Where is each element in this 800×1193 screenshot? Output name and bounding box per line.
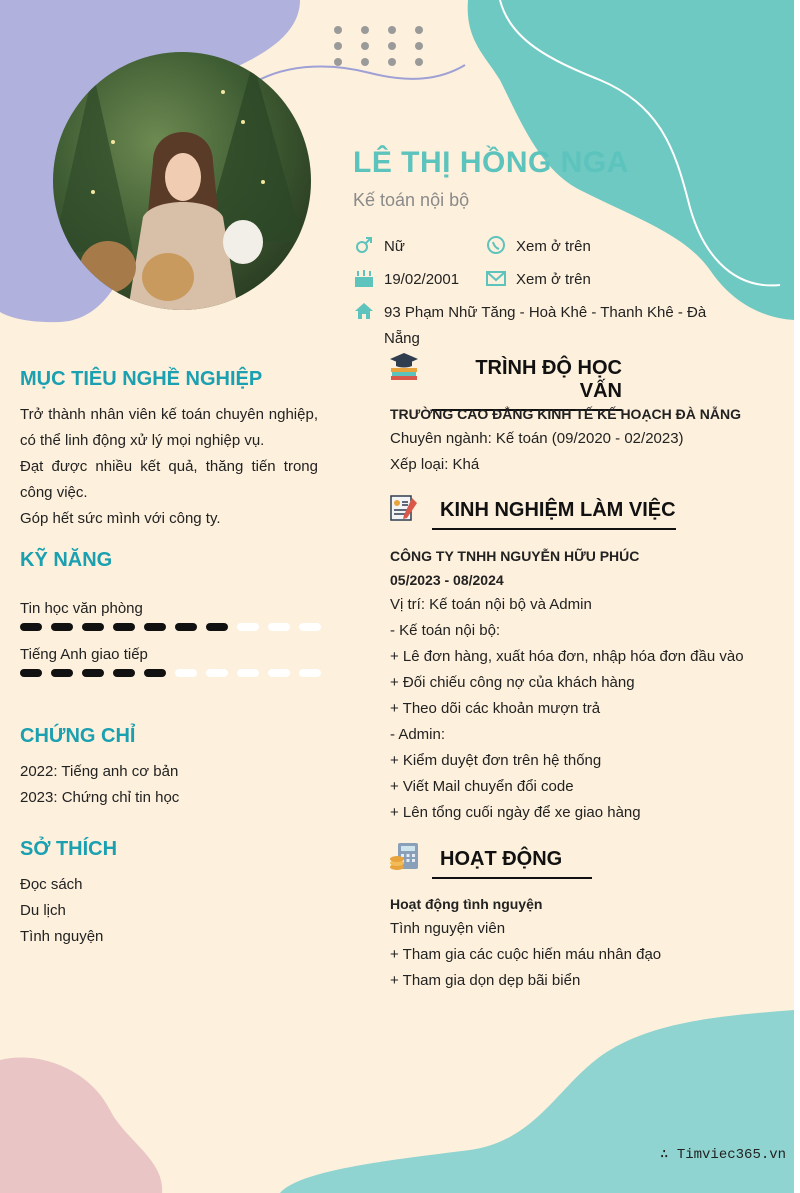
birthday-cake-icon — [353, 267, 375, 289]
hobby-item: Du lịch — [20, 902, 66, 919]
experience-line: - Kế toán nội bộ: — [390, 622, 501, 639]
candidate-name: LÊ THỊ HỒNG NGA — [353, 146, 629, 179]
experience-line: - Admin: — [390, 726, 446, 743]
experience-line: + Lên tổng cuối ngày để xe giao hàng — [390, 804, 641, 821]
skill-label: Tiếng Anh giao tiếp — [20, 646, 148, 663]
skill-dot-empty — [299, 623, 321, 631]
skill-dot-filled — [51, 669, 73, 677]
decor-teal-bottom-blob — [280, 1010, 794, 1193]
certificate-item: 2022: Tiếng anh cơ bản — [20, 763, 179, 780]
education-grade: Xếp loại: Khá — [390, 456, 480, 473]
experience-title: KINH NGHIỆM LÀM VIỆC — [432, 499, 676, 530]
skill-dot-filled — [20, 623, 42, 631]
phone-icon — [485, 234, 507, 256]
activities-line: Tình nguyện viên — [390, 920, 506, 937]
hobbies-title: SỞ THÍCH — [20, 838, 118, 860]
activities-title: HOẠT ĐỘNG — [432, 848, 592, 879]
hobby-item: Tình nguyện — [20, 928, 104, 945]
certificates-title: CHỨNG CHỈ — [20, 725, 136, 747]
skill-dot-filled — [51, 623, 73, 631]
address-value: 93 Phạm Nhữ Tăng - Hoà Khê - Thanh Khê - Đà Nẵng — [384, 304, 707, 347]
activities-line: + Tham gia các cuộc hiến máu nhân đạo — [390, 946, 662, 963]
education-major: Chuyên ngành: Kế toán (09/2020 - 02/2023) — [390, 430, 684, 447]
objective-paragraph-3: Góp hết sức mình với công ty. — [20, 510, 221, 527]
skill-dot-empty — [268, 669, 290, 677]
education-school: TRƯỜNG CAO ĐẲNG KINH TẾ KẾ HOẠCH ĐÀ NẴNG — [390, 406, 741, 422]
skill-dot-filled — [206, 623, 228, 631]
phone-value: Xem ở trên — [516, 238, 591, 255]
skill-dot-filled — [113, 669, 135, 677]
gender-icon — [353, 234, 375, 256]
skill-rating — [20, 669, 321, 677]
skill-dot-filled — [20, 669, 42, 677]
certificate-item: 2023: Chứng chỉ tin học — [20, 789, 180, 806]
skill-dot-empty — [175, 669, 197, 677]
skill-dot-filled — [144, 669, 166, 677]
experience-company: CÔNG TY TNHH NGUYỄN HỮU PHÚC — [390, 548, 640, 564]
experience-line: Vị trí: Kế toán nội bộ và Admin — [390, 596, 592, 613]
skill-dot-filled — [82, 669, 104, 677]
skill-dot-empty — [237, 623, 259, 631]
profile-photo — [53, 52, 311, 310]
skill-dot-empty — [299, 669, 321, 677]
skill-rating — [20, 623, 321, 631]
skill-dot-filled — [82, 623, 104, 631]
hobby-item: Đọc sách — [20, 876, 83, 893]
objective-paragraph-2: Đạt được nhiều kết quả, thăng tiến trong công việc. — [20, 458, 318, 501]
skill-dot-filled — [113, 623, 135, 631]
decor-dots — [330, 24, 430, 72]
skill-dot-empty — [206, 669, 228, 677]
calculator-coins-icon — [388, 840, 420, 872]
skill-dot-filled — [144, 623, 166, 631]
skill-dot-filled — [175, 623, 197, 631]
skill-dot-empty — [237, 669, 259, 677]
experience-line: + Kiểm duyệt đơn trên hệ thống — [390, 752, 602, 769]
activities-heading: Hoạt động tình nguyện — [390, 896, 543, 912]
objective-paragraph-1: Trở thành nhân viên kế toán chuyên nghiệp, có thể linh động xử lý mọi nghiệp vụ. — [20, 406, 318, 449]
birthday-value: 19/02/2001 — [384, 271, 460, 288]
experience-line: + Theo dõi các khoản mượn trả — [390, 700, 601, 717]
email-icon — [485, 267, 507, 289]
experience-line: + Đối chiếu công nợ của khách hàng — [390, 674, 635, 691]
objective-title: MỤC TIÊU NGHỀ NGHIỆP — [20, 368, 263, 390]
experience-line: + Lê đơn hàng, xuất hóa đơn, nhập hóa đơn đầu vào — [390, 648, 744, 665]
skills-title: KỸ NĂNG — [20, 549, 113, 571]
decor-pink-blob — [0, 1050, 170, 1193]
gender-value: Nữ — [384, 238, 405, 255]
home-icon — [353, 300, 375, 322]
activities-line: + Tham gia dọn dẹp bãi biển — [390, 972, 581, 989]
experience-line: + Viết Mail chuyển đổi code — [390, 778, 574, 795]
skill-label: Tin học văn phòng — [20, 600, 143, 617]
candidate-role: Kế toán nội bộ — [353, 190, 470, 210]
email-value: Xem ở trên — [516, 271, 591, 288]
experience-period: 05/2023 - 08/2024 — [390, 572, 504, 588]
graduation-books-icon — [388, 350, 420, 382]
resume-document-icon — [388, 492, 420, 524]
education-title: TRÌNH ĐỘ HỌC VẤN — [432, 357, 622, 411]
skill-dot-empty — [268, 623, 290, 631]
brand-watermark: ∴ Timviec365.vn — [660, 1147, 787, 1163]
